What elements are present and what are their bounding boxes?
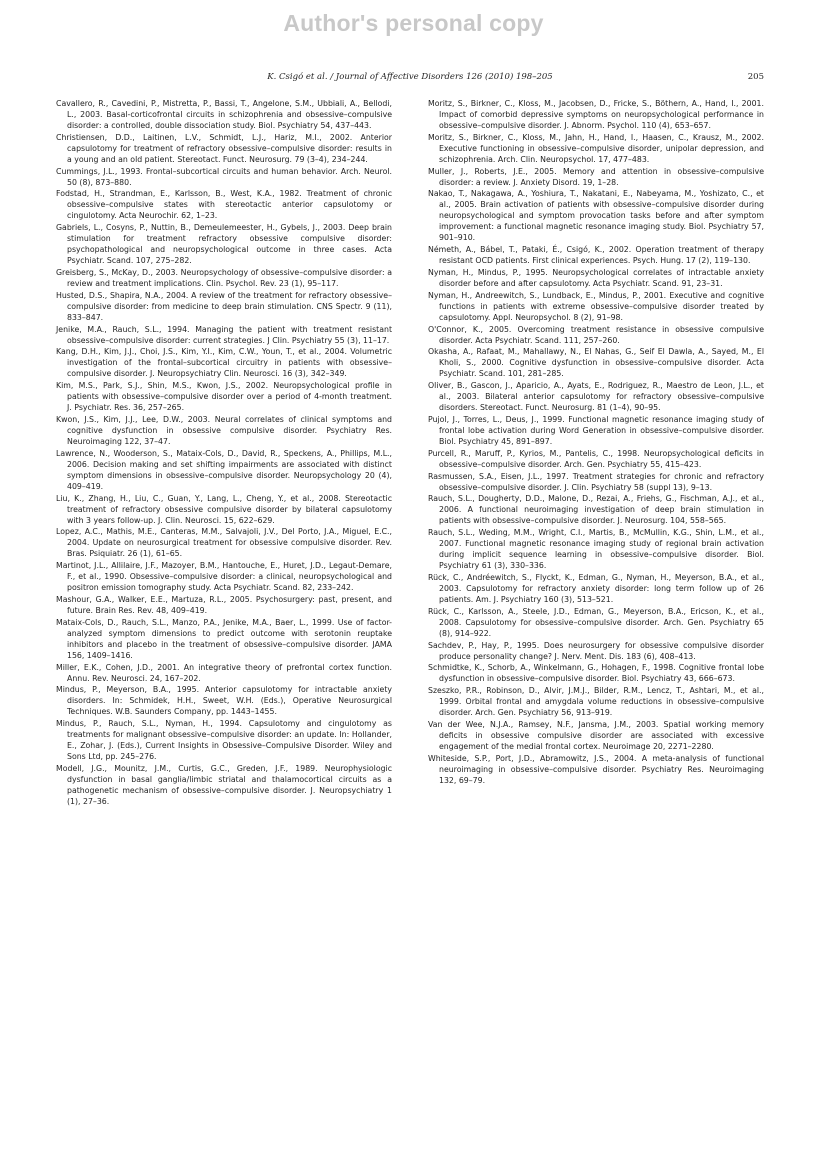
reference-item: Nyman, H., Mindus, P., 1995. Neuropsychological correlates of intractable anxiety disorder before and after capsulotomy. Acta Psychiatr. Scand. 91, 23–31. [428,267,764,288]
page-number: 205 [747,72,764,82]
reference-item: Purcell, R., Maruff, P., Kyrios, M., Pantelis, C., 1998. Neuropsychological deficits in obsessive–compulsive disorder. Arch. Gen. Psychiatry 55, 415–423. [428,448,764,469]
reference-item: Muller, J., Roberts, J.E., 2005. Memory and attention in obsessive–compulsive disorder: a review. J. Anxiety Disord. 19, 1–28. [428,166,764,187]
reference-item: Oliver, B., Gascon, J., Aparicio, A., Ayats, E., Rodriguez, R., Maestro de Leon, J.L., et al., 2003. Bilateral anterior capsulotomy for refractory obsessive–compulsive disorders. Stereotact. Funct. Neurosurg. 81 (1–4), 90–95. [428,381,764,413]
reference-item: Nakao, T., Nakagawa, A., Yoshiura, T., Nakatani, E., Nabeyama, M., Yoshizato, C., et al., 2005. Brain activation of patients with obsessive–compulsive disorder during neuropsychological and symptom provocation tasks before and after symptom improvement: a functional magnetic resonance imaging study. Biol. Psychiatry 57, 901–910. [428,189,764,243]
reference-item: Lawrence, N., Wooderson, S., Mataix-Cols, D., David, R., Speckens, A., Phillips, M.L., 2006. Decision making and set shifting impairments are associated with distinct symptom dimensions in obsessive–compulsive disorder. Neuropsychology 20 (4), 409–419. [56,448,392,491]
references-left-column [56,98,392,808]
reference-item: O'Connor, K., 2005. Overcoming treatment resistance in obsessive compulsive disorder. Acta Psychiatr. Scand. 111, 257–260. [428,324,764,345]
reference-item: Schmidtke, K., Schorb, A., Winkelmann, G., Hohagen, F., 1998. Cognitive frontal lobe dysfunction in obsessive–compulsive disorder. Biol. Psychiatry 43, 666–673. [428,663,764,684]
journal-citation: K. Csigó et al. / Journal of Affective Disorders 126 (2010) 198–205 [267,72,553,82]
reference-item: Kwon, J.S., Kim, J.J., Lee, D.W., 2003. Neural correlates of clinical symptoms and cognitive dysfunction in obsessive compulsive disorder. Psychiatry Res. Neuroimaging 122, 37–47. [56,414,392,446]
reference-item: Greisberg, S., McKay, D., 2003. Neuropsychology of obsessive–compulsive disorder: a review and treatment implications. Clin. Psychol. Rev. 23 (1), 95–117. [56,267,392,288]
reference-item: Okasha, A., Rafaat, M., Mahallawy, N., El Nahas, G., Seif El Dawla, A., Sayed, M., El Kholi, S., 2000. Cognitive dysfunction in obsessive–compulsive disorder. Acta Psychiatr. Scand. 101, 281–285. [428,347,764,379]
reference-item: Rück, C., Andréewitch, S., Flyckt, K., Edman, G., Nyman, H., Meyerson, B.A., et al., 2003. Capsulotomy for refractory anxiety disorder: long term follow up of 26 patients. Am. J. Psychiatry 160 (3), 513–521. [428,572,764,604]
reference-item: Rauch, S.L., Dougherty, D.D., Malone, D., Rezai, A., Friehs, G., Fischman, A.J., et al., 2006. A functional neuroimaging investigation of deep brain stimulation in patients with obsessive–compulsive disorder. J. Neurosurg. 104, 558–565. [428,494,764,526]
reference-item: Van der Wee, N.J.A., Ramsey, N.F., Jansma, J.M., 2003. Spatial working memory deficits in obsessive compulsive disorder are associated with excessive engagement of the medial frontal cortex. Neuroimage 20, 2271–2280. [428,719,764,751]
reference-item: Jenike, M.A., Rauch, S.L., 1994. Managing the patient with treatment resistant obsessive–compulsive disorder: current strategies. J Clin. Psychiatry 55 (3), 11–17. [56,324,392,345]
reference-item: Mataix-Cols, D., Rauch, S.L., Manzo, P.A., Jenike, M.A., Baer, L., 1999. Use of factor-analyzed symptom dimensions to predict outcome with serotonin reuptake inhibitors and placebo in the treatment of obsessive–compulsive disorder. JAMA 156, 1409–1416. [56,617,392,660]
reference-item: Rauch, S.L., Weding, M.M., Wright, C.I., Martis, B., McMullin, K.G., Shin, L.M., et al., 2007. Functional magnetic resonance imaging study of regional brain activation during implicit sequence learning in obsessive–compulsive disorder. Biol. Psychiatry 61 (3), 330–336. [428,528,764,571]
reference-item: Rasmussen, S.A., Eisen, J.L., 1997. Treatment strategies for chronic and refractory obsessive–compulsive disorder. J. Clin. Psychiatry 58 (suppl 13), 9–13. [428,471,764,492]
references-right-column [428,98,764,787]
reference-item: Nyman, H., Andreewitch, S., Lundback, E., Mindus, P., 2001. Executive and cognitive functions in patients with extreme obsessive–compulsive disorder treated by capsulotomy. Appl. Neuropsychol. 8 (2), 91–98. [428,290,764,322]
reference-item: Fodstad, H., Strandman, E., Karlsson, B., West, K.A., 1982. Treatment of chronic obsessive–compulsive states with stereotactic anterior capsulotomy or cingulotomy. Acta Neurochir. 62, 1–23. [56,189,392,221]
reference-item: Mashour, G.A., Walker, E.E., Martuza, R.L., 2005. Psychosurgery: past, present, and future. Brain Res. Rev. 48, 409–419. [56,594,392,615]
reference-item: Mindus, P., Rauch, S.L., Nyman, H., 1994. Capsulotomy and cingulotomy as treatments for malignant obsessive–compulsive disorder: an update. In: Hollander, E., Zohar, J. (Eds.), Current Insights in Obsessive–Compulsive Disorder. Wiley and Sons Ltd, pp. 245–276. [56,719,392,762]
reference-item: Pujol, J., Torres, L., Deus, J., 1999. Functional magnetic resonance imaging study of frontal lobe activation during Word Generation in obsessive–compulsive disorder. Biol. Psychiatry 45, 891–897. [428,414,764,446]
reference-item: Kang, D.H., Kim, J.J., Choi, J.S., Kim, Y.I., Kim, C.W., Youn, T., et al., 2004. Volumetric investigation of the frontal–subcortical circuitry in patients with obsessive–compulsive disorder. J. Neuropsychiatry Clin. Neurosci. 16 (3), 342–349. [56,347,392,379]
watermark: Author's personal copy [283,10,544,36]
reference-item: Liu, K., Zhang, H., Liu, C., Guan, Y., Lang, L., Cheng, Y., et al., 2008. Stereotactic treatment of refractory obsessive compulsive disorder by bilateral capsulotomy with 3 years follow-up. J. Clin. Neurosci. 15, 622–629. [56,493,392,525]
running-header [56,72,764,86]
reference-item: Cummings, J.L., 1993. Frontal–subcortical circuits and human behavior. Arch. Neurol. 50 (8), 873–880. [56,166,392,187]
reference-item: Gabriels, L., Cosyns, P., Nuttin, B., Demeulemeester, H., Gybels, J., 2003. Deep brain stimulation for treatment refractory obsessive compulsive disorder: psychopathological and neuropsychological outcome in three cases. Acta Psychiatr. Scand. 107, 275–282. [56,223,392,266]
reference-item: Cavallero, R., Cavedini, P., Mistretta, P., Bassi, T., Angelone, S.M., Ubbiali, A., Bellodi, L., 2003. Basal-corticofrontal circuits in schizophrenia and obsessive–compulsive disorder: a controlled, double dissociation study. Biol. Psychiatry 54, 437–443. [56,99,392,130]
reference-item: Szeszko, P.R., Robinson, D., Alvir, J.M.J., Bilder, R.M., Lencz, T., Ashtari, M., et al., 1999. Orbital frontal and amygdala volume reductions in obsessive–compulsive disorder. Arch. Gen. Psychiatry 56, 913–919. [428,686,764,718]
reference-item: Németh, A., Bábel, T., Pataki, É., Csigó, K., 2002. Operation treatment of therapy resistant OCD patients. First clinical experiences. Psych. Hung. 17 (2), 119–130. [428,245,764,266]
reference-item: Miller, E.K., Cohen, J.D., 2001. An integrative theory of prefrontal cortex function. Annu. Rev. Neurosci. 24, 167–202. [56,662,392,683]
reference-item: Martinot, J.L., Allilaire, J.F., Mazoyer, B.M., Hantouche, E., Huret, J.D., Legaut-Demare, F., et al., 1990. Obsessive–compulsive disorder: a clinical, neuropsychological and positron emission tomography study. Acta Psychiatr. Scand. 82, 233–242. [56,561,392,593]
reference-item: Kim, M.S., Park, S.J., Shin, M.S., Kwon, J.S., 2002. Neuropsychological profile in patients with obsessive–compulsive disorder over a period of 4-month treatment. J. Psychiatr. Res. 36, 257–265. [56,381,392,413]
reference-item: Moritz, S., Birkner, C., Kloss, M., Jacobsen, D., Fricke, S., Böthern, A., Hand, I., 2001. Impact of comorbid depressive symptoms on neuropsychological performance in obsessive–compulsive disorder. J. Abnorm. Psychol. 110 (4), 653–657. [428,99,764,130]
reference-item: Moritz, S., Birkner, C., Kloss, M., Jahn, H., Hand, I., Haasen, C., Krausz, M., 2002. Executive functioning in obsessive–compulsive disorder, unipolar depression, and schizophrenia. Arch. Clin. Neuropsychol. 17, 477–483. [428,132,764,164]
reference-item: Whiteside, S.P., Port, J.D., Abramowitz, J.S., 2004. A meta-analysis of functional neuroimaging in obsessive–compulsive disorder. Psychiatry Res. Neuroimaging 132, 69–79. [428,753,764,785]
reference-item: Christiensen, D.D., Laitinen, L.V., Schmidt, L.J., Hariz, M.I., 2002. Anterior capsulotomy for treatment of refractory obsessive–compulsive disorder: results in a young and an old patient. Stereotact. Funct. Neurosurg. 79 (3–4), 234–244. [56,132,392,164]
reference-item: Mindus, P., Meyerson, B.A., 1995. Anterior capsulotomy for intractable anxiety disorders. In: Schmidek, H.H., Sweet, W.H. (Eds.), Operative Neurosurgical Techniques. W.B. Saunders Company, pp. 1443–1455. [56,685,392,717]
reference-item: Rück, C., Karlsson, A., Steele, J.D., Edman, G., Meyerson, B.A., Ericson, K., et al., 2008. Capsulotomy for obsessive–compulsive disorder. Arch. Gen. Psychiatry 65 (8), 914–922. [428,606,764,638]
reference-item: Modell, J.G., Mounitz, J.M., Curtis, G.C., Greden, J.F., 1989. Neurophysiologic dysfunction in basal ganglia/limbic striatal and thalamocortical circuits as a pathogenetic mechanism of obsessive–compulsive disorder. J. Neuropsychiatry 1 (1), 27–36. [56,763,392,806]
reference-item: Husted, D.S., Shapira, N.A., 2004. A review of the treatment for refractory obsessive–compulsive disorder: from medicine to deep brain stimulation. CNS Spectr. 9 (11), 833–847. [56,290,392,322]
reference-item: Sachdev, P., Hay, P., 1995. Does neurosurgery for obsessive compulsive disorder produce personality change? J. Nerv. Ment. Dis. 183 (6), 408–413. [428,640,764,661]
reference-item: Lopez, A.C., Mathis, M.E., Canteras, M.M., Salvajoli, J.V., Del Porto, J.A., Miguel, E.C., 2004. Update on neurosurgical treatment for obsessive compulsive disorder. Rev. Bras. Psiquiatr. 26 (1), 61–65. [56,527,392,559]
